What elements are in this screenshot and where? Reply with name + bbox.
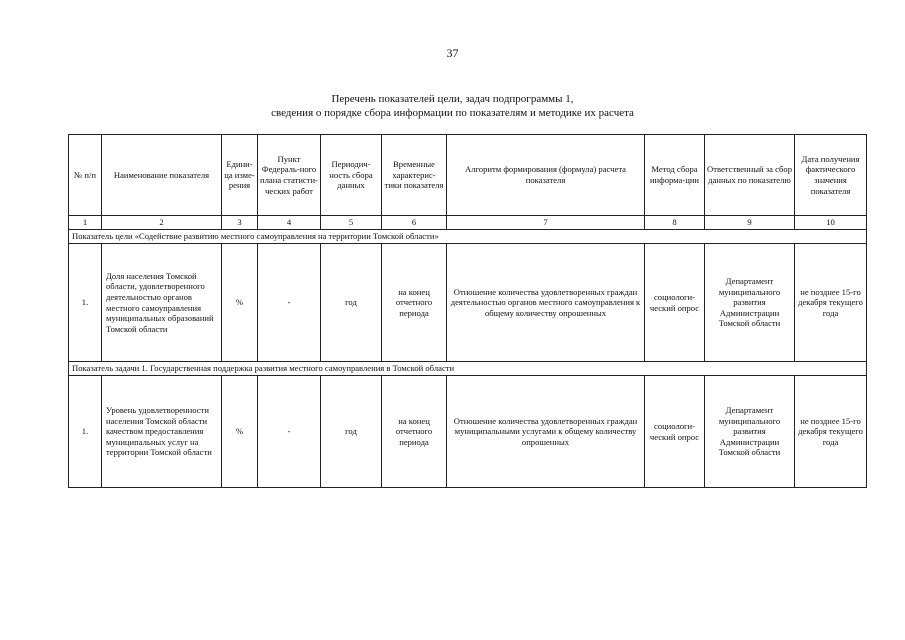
column-number: 2 <box>102 216 222 230</box>
header-cell-name: Наименование показателя <box>102 135 222 216</box>
column-number: 4 <box>258 216 321 230</box>
cell-method: социологи-ческий опрос <box>645 376 705 488</box>
table-row <box>69 244 867 362</box>
cell-responsible: Департамент муниципального развития Администрации Томской области <box>705 244 795 362</box>
column-number: 1 <box>69 216 102 230</box>
title-line-2: сведения о порядке сбора информации по показателям и методике их расчета <box>271 107 634 119</box>
column-number: 5 <box>321 216 382 230</box>
cell-periodicity: год <box>321 244 382 362</box>
cell-time: на конец отчетного периода <box>382 376 447 488</box>
cell-time: на конец отчетного периода <box>382 244 447 362</box>
header-cell-federal-plan: Пункт Федераль-ного плана статисти-ческих работ <box>258 135 321 216</box>
cell-federal-plan: - <box>258 376 321 488</box>
header-cell-responsible: Ответственный за сбор данных по показателю <box>705 135 795 216</box>
indicators-table <box>68 134 867 488</box>
cell-date: не позднее 15-го декабря текущего года <box>795 244 867 362</box>
section-heading: Показатель задачи 1. Государственная поддержка развития местного самоуправления в Томской области <box>69 362 867 376</box>
cell-periodicity: год <box>321 376 382 488</box>
header-cell-num: № п/п <box>69 135 102 216</box>
column-number: 7 <box>447 216 645 230</box>
header-cell-date: Дата получения фактического значения показателя <box>795 135 867 216</box>
cell-algorithm: Отношение количества удовлетворенных граждан деятельностью органов местного самоуправления к общему количеству опрошенных <box>447 244 645 362</box>
column-number: 6 <box>382 216 447 230</box>
title-line-1: Перечень показателей цели, задач подпрограммы 1, <box>331 93 574 105</box>
header-cell-unit: Едини-ца изме-рения <box>222 135 258 216</box>
column-number: 9 <box>705 216 795 230</box>
cell-num: 1. <box>69 244 102 362</box>
column-numbers-row <box>69 216 867 230</box>
column-number: 8 <box>645 216 705 230</box>
header-row <box>69 135 867 216</box>
column-number: 3 <box>222 216 258 230</box>
table-row <box>69 376 867 488</box>
cell-unit: % <box>222 376 258 488</box>
section-heading: Показатель цели «Содействие развитию местного самоуправления на территории Томской области» <box>69 230 867 244</box>
document-title <box>0 92 905 120</box>
page-number: 37 <box>446 46 459 60</box>
section-heading-row <box>69 362 867 376</box>
cell-name: Доля населения Томской области, удовлетворенного деятельностью органов местного самоуправления муниципальных образований Томской области <box>102 244 222 362</box>
header-cell-algorithm: Алгоритм формирования (формула) расчета показателя <box>447 135 645 216</box>
cell-num: 1. <box>69 376 102 488</box>
section-heading-row <box>69 230 867 244</box>
column-number: 10 <box>795 216 867 230</box>
cell-unit: % <box>222 244 258 362</box>
cell-date: не позднее 15-го декабря текущего года <box>795 376 867 488</box>
header-cell-method: Метод сбора информа-ции <box>645 135 705 216</box>
header-cell-time: Временные характерис-тики показателя <box>382 135 447 216</box>
header-cell-periodicity: Периодич-ность сбора данных <box>321 135 382 216</box>
cell-method: социологи-ческий опрос <box>645 244 705 362</box>
cell-name: Уровень удовлетворенности населения Томской области качеством предоставления муниципальных услуг на территории Томской области <box>102 376 222 488</box>
cell-algorithm: Отношение количества удовлетворенных граждан муниципальными услугами к общему количеству опрошенных <box>447 376 645 488</box>
cell-federal-plan: - <box>258 244 321 362</box>
cell-responsible: Департамент муниципального развития Администрации Томской области <box>705 376 795 488</box>
